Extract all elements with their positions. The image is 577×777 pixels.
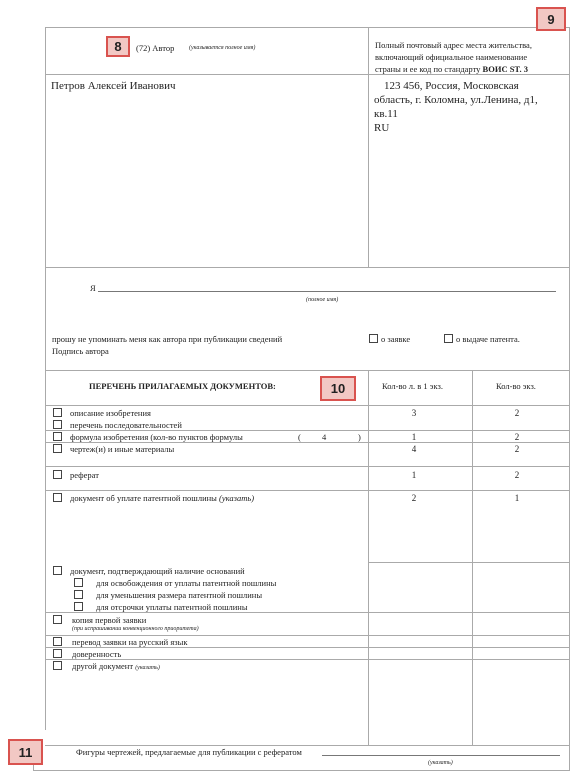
row-divider <box>45 442 570 443</box>
col-header-sheets: Кол-во л. в 1 экз. <box>382 381 443 391</box>
divider <box>45 370 570 371</box>
divider <box>45 267 570 268</box>
doc-label-text: документ об уплате патентной пошлины <box>70 493 217 503</box>
address-header-line: включающий официальное наименование <box>375 52 528 62</box>
row-divider <box>45 490 570 491</box>
row-divider <box>368 562 570 563</box>
address-header-line: Полный почтовый адрес места жительства, <box>375 40 532 50</box>
annotation-badge-9: 9 <box>536 7 566 31</box>
row-divider <box>45 647 570 648</box>
checkbox-application[interactable] <box>369 334 378 343</box>
doc-label-hint: (при испрашивании конвенционного приоритета) <box>72 626 199 632</box>
table-header-divider <box>45 405 570 406</box>
annotation-badge-11: 11 <box>8 739 43 765</box>
doc-sheets: 1 <box>411 470 417 480</box>
claims-count-close: ) <box>358 432 361 442</box>
row-divider <box>45 745 570 746</box>
author-address-line: 123 456, Россия, Московская <box>384 80 519 92</box>
doc-checkbox[interactable] <box>53 615 62 624</box>
doc-sheets: 4 <box>411 444 417 454</box>
row-divider <box>45 635 570 636</box>
doc-checkbox[interactable] <box>53 420 62 429</box>
author-field-code: (72) Автор <box>136 43 175 53</box>
annotation-badge-10: 10 <box>320 376 356 401</box>
doc-copies: 2 <box>514 432 520 442</box>
full-name-line[interactable] <box>98 291 556 292</box>
ya-label: Я <box>90 283 96 293</box>
doc-label: перечень последовательностей <box>70 420 182 430</box>
doc-sub-checkbox[interactable] <box>74 578 83 587</box>
doc-label <box>70 494 254 503</box>
address-header-text: страны и ее код по стандарту <box>375 64 481 74</box>
doc-checkbox[interactable] <box>53 661 62 670</box>
table-col-divider <box>472 370 473 745</box>
author-field-hint: (указывается полное имя) <box>189 45 256 51</box>
author-name: Петров Алексей Иванович <box>51 80 176 92</box>
doc-checkbox[interactable] <box>53 649 62 658</box>
divider <box>45 74 570 75</box>
doc-label: документ, подтверждающий наличие оснований <box>70 566 245 576</box>
address-header-line <box>375 65 528 74</box>
request-text: прошу не упоминать меня как автора при публикации сведений <box>52 334 283 344</box>
doc-checkbox[interactable] <box>53 566 62 575</box>
doc-copies: 2 <box>514 408 520 418</box>
doc-label: формула изобретения (кол-во пунктов формулы <box>70 432 243 442</box>
figures-hint: (указать) <box>428 760 453 766</box>
doc-label-hint: (указать) <box>219 493 255 503</box>
row-divider <box>45 612 570 613</box>
doc-checkbox[interactable] <box>53 637 62 646</box>
doc-checkbox[interactable] <box>53 432 62 441</box>
doc-copies: 2 <box>514 470 520 480</box>
table-col-divider <box>368 370 369 745</box>
border-bottom <box>33 770 570 771</box>
figures-input-line[interactable] <box>322 755 560 756</box>
border-left <box>45 27 46 730</box>
opt-patent-label: о выдаче патента. <box>456 334 520 344</box>
claims-count-open: ( <box>298 432 301 442</box>
doc-label <box>72 662 160 671</box>
doc-sub-label: для отсрочки уплаты патентной пошлины <box>96 602 248 612</box>
border-top <box>45 27 570 28</box>
author-address-line: область, г. Коломна, ул.Ленина, д1, <box>374 94 538 106</box>
figures-label: Фигуры чертежей, предлагаемые для публикации с рефератом <box>76 747 302 757</box>
col-header-copies: Кол-во экз. <box>496 381 536 391</box>
doc-label: копия первой заявки <box>72 615 147 625</box>
author-address-line: кв.11 <box>374 108 398 120</box>
doc-copies: 1 <box>514 493 520 503</box>
doc-sheets: 1 <box>411 432 417 442</box>
checkbox-patent[interactable] <box>444 334 453 343</box>
doc-label-text: другой документ <box>72 661 134 671</box>
doc-copies: 2 <box>514 444 520 454</box>
doc-sheets: 2 <box>411 493 417 503</box>
doc-sub-label: для освобождения от уплаты патентной пошлины <box>96 578 277 588</box>
doc-label: чертеж(и) и иные материалы <box>70 444 175 454</box>
address-header-standard: ВОИС ST. 3 <box>482 64 528 74</box>
doc-sub-checkbox[interactable] <box>74 602 83 611</box>
doc-checkbox[interactable] <box>53 444 62 453</box>
row-divider <box>45 466 570 467</box>
doc-sheets: 3 <box>411 408 417 418</box>
doc-label: доверенность <box>72 649 122 659</box>
documents-header: ПЕРЕЧЕНЬ ПРИЛАГАЕМЫХ ДОКУМЕНТОВ: <box>89 381 276 391</box>
doc-label: перевод заявки на русский язык <box>72 637 188 647</box>
opt-application-label: о заявке <box>381 334 411 344</box>
doc-checkbox[interactable] <box>53 408 62 417</box>
doc-sub-label: для уменьшения размера патентной пошлины <box>96 590 263 600</box>
doc-label: описание изобретения <box>70 408 151 418</box>
author-address-line: RU <box>374 122 390 134</box>
full-name-hint: (полное имя) <box>306 297 339 303</box>
doc-label: реферат <box>70 470 99 480</box>
row-divider <box>45 659 570 660</box>
doc-label-hint: (указать) <box>135 665 160 671</box>
annotation-badge-8: 8 <box>106 36 130 57</box>
doc-checkbox[interactable] <box>53 493 62 502</box>
signature-label: Подпись автора <box>52 346 109 356</box>
doc-checkbox[interactable] <box>53 470 62 479</box>
claims-count[interactable]: 4 <box>322 432 327 442</box>
row-divider <box>45 430 570 431</box>
doc-sub-checkbox[interactable] <box>74 590 83 599</box>
divider <box>368 27 369 268</box>
